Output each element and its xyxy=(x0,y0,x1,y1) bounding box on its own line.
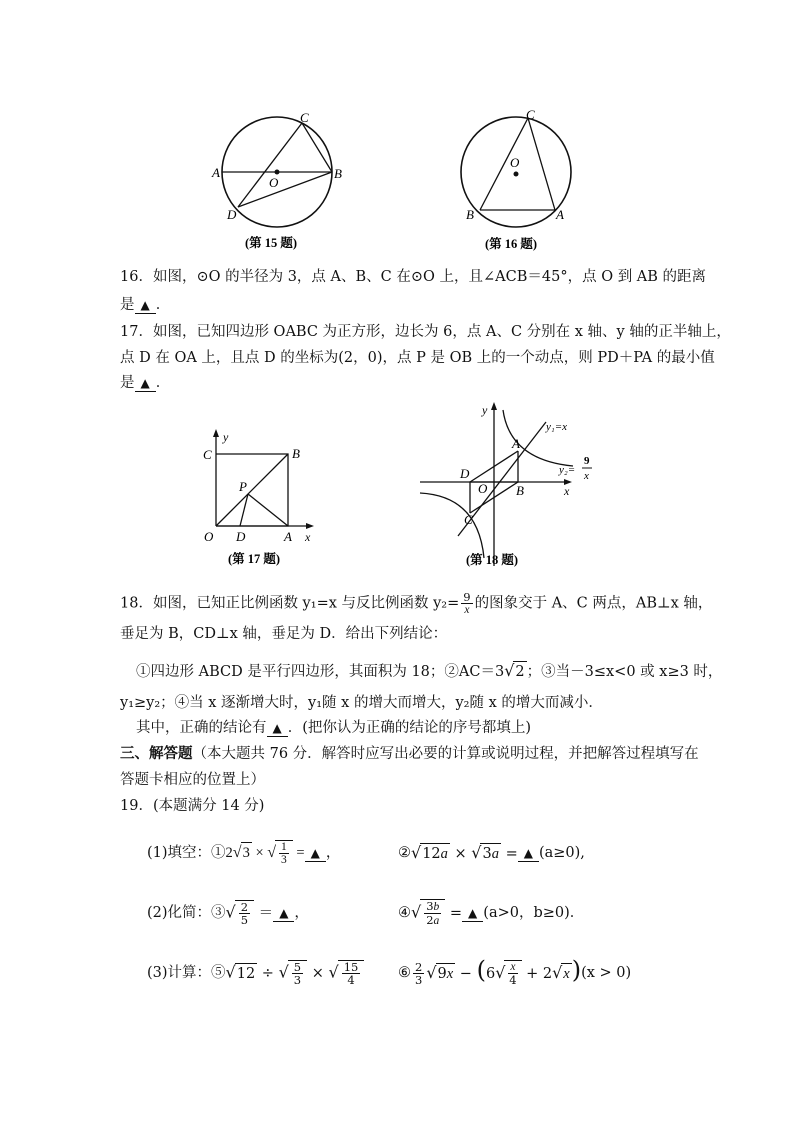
label-C: C xyxy=(203,447,212,462)
q17-prefix: 是 xyxy=(120,375,135,391)
q17-line3 xyxy=(120,373,170,393)
label-y2-num: 9 xyxy=(584,455,590,467)
q17-line1: 17．如图，已知四边形 OABC 为正方形，边长为 6，点 A、C 分别在 x 轴、y 轴的正半轴上， xyxy=(120,324,731,340)
q17-suffix: ． xyxy=(155,375,171,391)
q19-answer-1[interactable]: ▲ xyxy=(305,845,326,862)
label-A: A xyxy=(284,529,292,544)
q19-part4: ④ √ $\frac{3b}{2a}$ = ▲ (a>0，b≥0)． xyxy=(398,899,585,927)
q19-header: 19．(本题满分 14 分) xyxy=(120,798,265,814)
label-O: O xyxy=(510,155,520,170)
q16-line2 xyxy=(120,295,170,315)
label-y: y xyxy=(223,430,229,444)
label-D: D xyxy=(236,529,246,544)
label-B: B xyxy=(466,207,474,222)
figure-18 xyxy=(418,398,598,570)
q19-part6: ⑥ $\frac{2}{3}$ √9x − (6√ $\frac{x}{4}$ + 2√x) (x > 0) xyxy=(398,955,632,988)
section3-desc2: 答题卡相应的位置上） xyxy=(120,772,265,788)
q18-line2: 垂足为 B，CD⊥x 轴，垂足为 D．给出下列结论： xyxy=(120,626,448,642)
y-arrow xyxy=(213,429,219,437)
q18-line4: y₁≥y₂；④当 x 逐渐增大时，y₁随 x 的增大而增大，y₂随 x 的增大而减小． xyxy=(120,695,603,711)
label-D: D xyxy=(460,466,470,481)
section3-desc1: （本大题共 76 分．解答时应写出必要的计算或说明过程，并把解答过程填写在 xyxy=(192,746,699,762)
figure-17 xyxy=(198,425,323,570)
q18-line5: 其中，正确的结论有 ▲ ．(把你认为正确的结论的序号都填上) xyxy=(136,720,532,736)
q18-line1-a: 18．如图，已知正比例函数 y₁=x 与反比例函数 y₂= xyxy=(120,595,460,612)
figure-16 xyxy=(455,105,585,255)
q16-suffix: ． xyxy=(155,297,171,313)
segment-CB xyxy=(302,123,332,172)
q19-part5: (3)计算：⑤ √12 ÷ √ $\frac{5}{3}$ × √ $\frac{15}{4}$ xyxy=(147,958,364,988)
q18-line3: ①四边形 ABCD 是平行四边形，其面积为 18；②AC＝3√2 ；③当－3≤x<0 或 x≥3 时， xyxy=(136,661,723,680)
hyperbola-branch-2 xyxy=(420,493,484,558)
segment-CB xyxy=(480,118,528,210)
q19-answer-3[interactable]: ▲ xyxy=(273,905,294,922)
label-C: C xyxy=(300,110,309,125)
center-dot xyxy=(514,172,519,177)
segment-PA xyxy=(248,494,288,526)
q16-line1: 16．如图，⊙O 的半径为 3，点 A、B、C 在⊙O 上，且∠ACB＝45°，点 O 到 AB 的距离 xyxy=(120,269,707,285)
label-C: C xyxy=(464,512,473,527)
label-B: B xyxy=(292,446,300,461)
q18-fraction: $\frac{9}{x}$ xyxy=(463,590,471,616)
y-arrow xyxy=(491,402,497,410)
q18-sqrt2: 2 xyxy=(513,661,526,682)
label-x: x xyxy=(305,530,311,544)
label-O: O xyxy=(478,481,488,496)
label-O: O xyxy=(204,529,214,544)
label-y: y xyxy=(482,403,488,417)
caption-18: (第 18 题) xyxy=(466,553,519,567)
label-A: A xyxy=(212,165,220,180)
q19-part1: (1)填空：① 2√3 × √ $\frac{1}{3}$ = ▲ ， xyxy=(147,841,341,866)
label-C: C xyxy=(526,107,535,122)
label-x: x xyxy=(564,484,570,498)
label-A: A xyxy=(556,207,564,222)
label-O: O xyxy=(269,175,279,190)
center-dot xyxy=(275,170,280,175)
section3-title: 三、解答题 xyxy=(120,745,193,762)
q19-part3: (2)化简：③ √ $\frac{2}{5}$ ＝ ▲ ， xyxy=(147,900,309,927)
caption-17: (第 17 题) xyxy=(228,552,281,566)
q19-part2: ② √12a × √3a = ▲ (a≥0), xyxy=(398,842,585,862)
q17-line2: 点 D 在 OA 上，且点 D 的坐标为(2，0)，点 P 是 OB 上的一个动点，则 PD＋PA 的最小值 xyxy=(120,350,715,366)
q18-line1-b: 的图象交于 A、C 两点，AB⊥x 轴， xyxy=(474,595,713,612)
segment-CA xyxy=(528,118,555,210)
label-A: A xyxy=(512,436,520,451)
diagonal-OB xyxy=(216,454,288,526)
q18-answer-blank[interactable]: ▲ xyxy=(267,720,288,737)
label-B: B xyxy=(334,166,342,181)
label-D: D xyxy=(227,207,237,222)
label-y1: y₁=x xyxy=(546,421,568,433)
x-arrow xyxy=(306,523,314,529)
label-B: B xyxy=(516,483,524,498)
q19-answer-2[interactable]: ▲ xyxy=(518,845,539,862)
label-y2: y₂= xyxy=(559,464,576,476)
q19-answer-4[interactable]: ▲ xyxy=(462,905,483,922)
caption-15: (第 15 题) xyxy=(245,236,298,250)
caption-16: (第 16 题) xyxy=(485,237,538,251)
figure-15 xyxy=(205,110,365,255)
q17-answer-blank[interactable]: ▲ xyxy=(135,375,156,392)
q16-answer-blank[interactable]: ▲ xyxy=(135,297,156,314)
section3-line1 xyxy=(120,744,699,764)
q16-prefix: 是 xyxy=(120,297,135,313)
q18-line1 xyxy=(120,591,712,616)
label-y2-den: x xyxy=(584,470,589,482)
label-P: P xyxy=(239,479,247,494)
